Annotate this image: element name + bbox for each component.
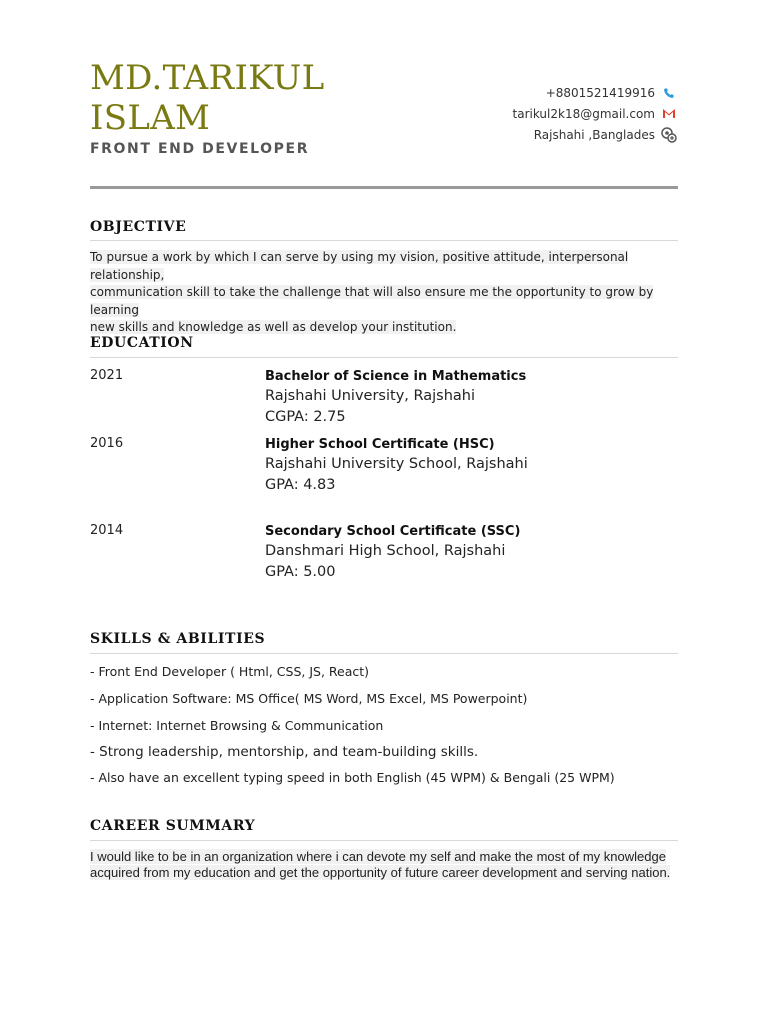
phone-text[interactable]: +8801521419916: [545, 85, 655, 100]
location-text: Rajshahi ,Banglades: [533, 127, 655, 142]
objective-title: OBJECTIVE: [90, 219, 187, 235]
education-degree: Secondary School Certificate (SSC): [265, 524, 521, 539]
education-year: 2014: [90, 523, 124, 538]
career-summary-text: [90, 849, 680, 881]
education-detail: [265, 523, 520, 583]
header-divider: [90, 186, 678, 189]
career-line-1: I would like to be in an organization where i can devote my self and make the most of my knowledge: [90, 849, 666, 864]
education-detail: [265, 436, 528, 496]
education-institution: Danshmari High School, Rajshahi: [265, 543, 506, 559]
contact-block: [513, 82, 678, 145]
career-line-2: acquired from my education and get the opportunity of future career development and serving nation.: [90, 865, 671, 880]
education-divider: [90, 357, 678, 358]
education-institution: Rajshahi University School, Rajshahi: [265, 456, 528, 472]
skill-item: - Also have an excellent typing speed in both English (45 WPM) & Bengali (25 WPM): [90, 770, 615, 785]
skills-divider: [90, 653, 678, 654]
candidate-name: [90, 58, 420, 138]
objective-text: [90, 249, 680, 337]
education-title: EDUCATION: [90, 335, 194, 351]
objective-line-1: To pursue a work by which I can serve by using my vision, positive attitude, interpersonal relationship,: [90, 250, 629, 282]
education-year: 2021: [90, 368, 124, 383]
education-result: CGPA: 2.75: [265, 409, 346, 425]
name-line-2: ISLAM: [90, 98, 211, 138]
education-result: GPA: 5.00: [265, 564, 336, 580]
objective-line-2: communication skill to take the challenge that will also ensure me the opportunity to grow by learning: [90, 285, 654, 317]
education-result: GPA: 4.83: [265, 477, 336, 493]
education-degree: Bachelor of Science in Mathematics: [265, 369, 527, 384]
skill-item: - Front End Developer ( Html, CSS, JS, React): [90, 664, 370, 679]
phone-icon: [660, 85, 678, 101]
education-degree: Higher School Certificate (HSC): [265, 437, 495, 452]
skill-item: - Internet: Internet Browsing & Communication: [90, 718, 384, 733]
career-summary-title: CAREER SUMMARY: [90, 818, 256, 834]
education-detail: [265, 368, 526, 428]
mail-icon: [660, 106, 678, 122]
education-year: 2016: [90, 436, 124, 451]
career-summary-divider: [90, 840, 678, 841]
skill-item: - Application Software: MS Office( MS Word, MS Excel, MS Powerpoint): [90, 691, 528, 706]
objective-divider: [90, 240, 678, 241]
skill-item: - Strong leadership, mentorship, and team-building skills.: [90, 744, 479, 760]
contact-email: [513, 103, 678, 124]
contact-phone: [513, 82, 678, 103]
contact-location: [513, 124, 678, 145]
skills-title: SKILLS & ABILITIES: [90, 631, 266, 647]
job-role: FRONT END DEVELOPER: [90, 141, 310, 157]
objective-line-3: new skills and knowledge as well as develop your institution.: [90, 320, 457, 334]
name-line-1: MD.TARIKUL: [90, 58, 325, 98]
email-text[interactable]: tarikul2k18@gmail.com: [512, 106, 655, 121]
education-institution: Rajshahi University, Rajshahi: [265, 388, 476, 404]
location-pin-icon: [660, 127, 678, 143]
